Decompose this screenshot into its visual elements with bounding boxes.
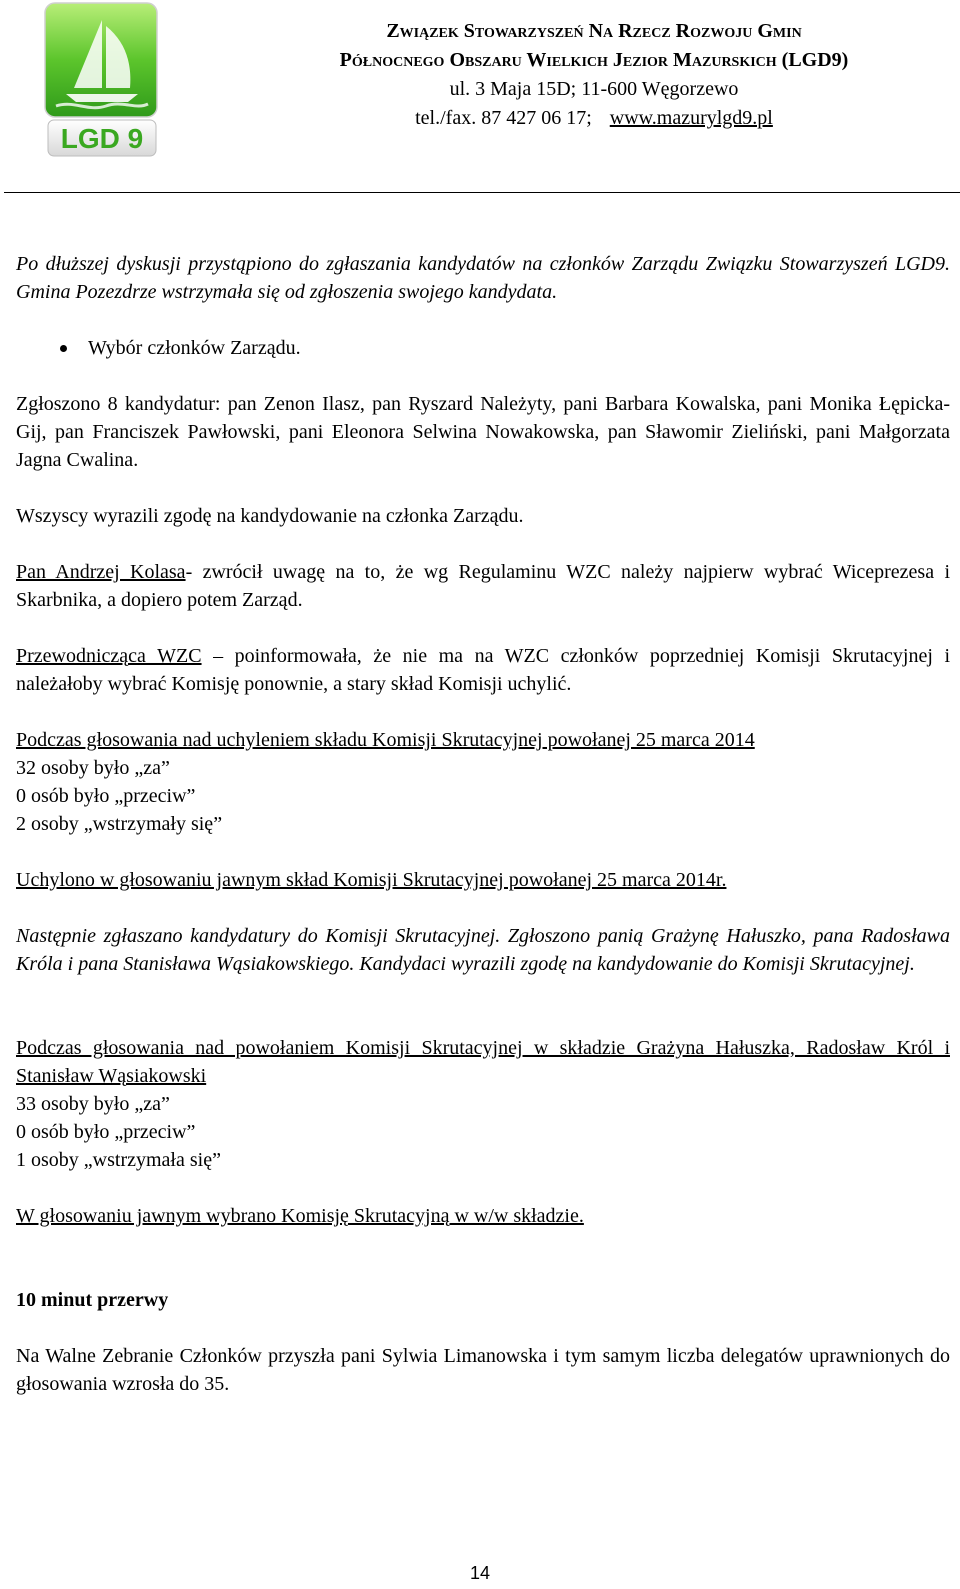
- speaker-remark: - zwrócił uwagę na to, że wg Regulaminu WZC należy najpierw wybrać Wiceprezesa i Skarbnika, a dopiero potem Zarząd.: [16, 561, 950, 611]
- break-heading: 10 minut przerwy: [16, 1289, 169, 1311]
- bullet-icon: [60, 345, 67, 352]
- speaker-remark: – poinformowała, że nie ma na WZC członków poprzedniej Komisji Skrutacyjnej i należałoby wybrać Komisję ponownie, a stary skład Komisji uchylić.: [16, 645, 951, 695]
- speaker-name: Pan Andrzej Kolasa: [16, 561, 186, 583]
- vote1-abstain: 2 osoby „wstrzymały się”: [16, 813, 223, 835]
- logo-text: LGD 9: [60, 123, 144, 154]
- paragraph-chairwoman: [16, 642, 950, 698]
- org-address: ul. 3 Maja 15D; 11-600 Węgorzewo: [449, 78, 739, 100]
- vote2-result: W głosowaniu jawnym wybrano Komisję Skrutacyjną w w/w składzie.: [16, 1205, 584, 1227]
- speaker-name: Przewodnicząca WZC: [16, 645, 202, 667]
- org-name-line2: Północnego Obszaru Wielkich Jezior Mazurskich (LGD9): [339, 49, 849, 71]
- bullet-item: [16, 334, 950, 362]
- org-name-line1: Związek Stowarzyszeń Na Rzecz Rozwoju Gmin: [386, 20, 802, 42]
- org-phone: tel./fax. 87 427 06 17;: [415, 107, 592, 129]
- vote2-against: 0 osób było „przeciw”: [16, 1121, 196, 1143]
- document-body: [16, 250, 950, 1398]
- vote1-for: 32 osoby było „za”: [16, 757, 170, 779]
- vote2-abstain: 1 osoby „wstrzymała się”: [16, 1149, 221, 1171]
- paragraph-consent: Wszyscy wyrazili zgodę na kandydowanie na członka Zarządu.: [16, 505, 524, 527]
- paragraph-candidates: Zgłoszono 8 kandydatur: pan Zenon Ilasz, pan Ryszard Należyty, pani Barbara Kowalska, pani Monika Łępicka- Gij, pan Franciszek Pawłowski, pani Eleonora Selwina Nowakowska, pan Sławomir Zieliński, pani Małgorzata Jagna Cwalina.: [16, 393, 950, 471]
- vote1-against: 0 osób było „przeciw”: [16, 785, 196, 807]
- vote1-result: Uchylono w głosowaniu jawnym skład Komisji Skrutacyjnej powołanej 25 marca 2014r.: [16, 869, 727, 891]
- organization-info: [238, 17, 950, 133]
- paragraph-kolasa: [16, 558, 950, 614]
- paragraph-nominations: Następnie zgłaszano kandydatury do Komisji Skrutacyjnej. Zgłoszono panią Grażynę Hałuszko, pana Radosława Króla i pana Stanisława Wąsiakowskiego. Kandydaci wyrazili zgodę na kandydowanie do Komisji Skrutacyjnej.: [16, 925, 950, 975]
- vote2-title: Podczas głosowania nad powołaniem Komisji Skrutacyjnej w składzie Grażyna Hałuszka, Radosław Król i Stanisław Wąsiakowski: [16, 1037, 950, 1087]
- letterhead: [0, 0, 960, 196]
- bullet-label: Wybór członków Zarządu.: [88, 337, 301, 359]
- vote1-title: Podczas głosowania nad uchyleniem składu Komisji Skrutacyjnej powołanej 25 marca 2014: [16, 729, 755, 751]
- org-contact: [238, 104, 950, 133]
- vote2-for: 33 osoby było „za”: [16, 1093, 170, 1115]
- lgd9-logo: [44, 2, 160, 158]
- website-link[interactable]: www.mazurylgd9.pl: [609, 107, 773, 129]
- page-number: 14: [469, 1563, 491, 1583]
- paragraph-delegates: Na Walne Zebranie Członków przyszła pani Sylwia Limanowska i tym samym liczba delegatów uprawnionych do głosowania wzrosła do 35.: [16, 1345, 950, 1395]
- paragraph-discussion: Po dłuższej dyskusji przystąpiono do zgłaszania kandydatów na członków Zarządu Związku Stowarzyszeń LGD9. Gmina Pozezdrze wstrzymała się od zgłoszenia swojego kandydata.: [16, 253, 950, 303]
- header-divider: [4, 192, 960, 193]
